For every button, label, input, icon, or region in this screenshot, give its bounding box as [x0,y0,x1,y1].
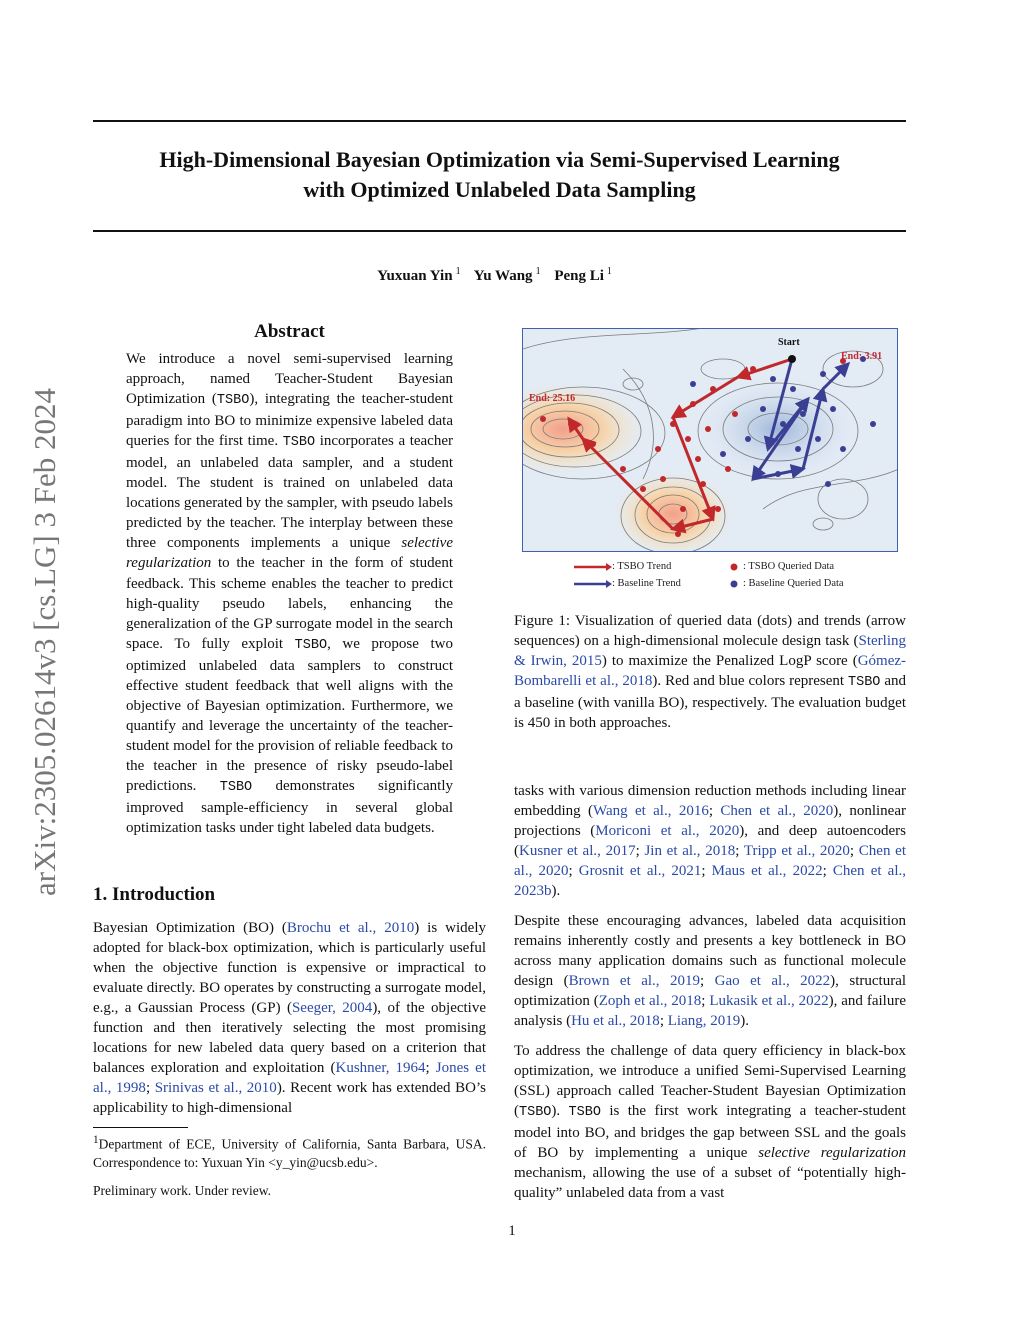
affiliation-mark: 1 [606,266,612,277]
author-name: Yu Wang [473,268,533,284]
footnote: $^1$Department of ECE, University of California, Santa Barbara, USA. Correspondence to: Yuxuan Yin <y_yin@ucsb.edu>. [93,1134,486,1170]
citation-link[interactable]: Seeger, 2004 [291,1000,373,1016]
end-label-tsbo: End: 25.16 [529,393,576,404]
citation-link[interactable]: Jin et al., 2018 [644,843,736,859]
legend-baseline-data: : Baseline Queried Data [743,578,844,589]
footnote-mark: 1 [93,1134,99,1146]
abstract-body: We introduce a novel semi-supervised learning approach, named Teacher-Student Bayesian Optimization (TSBO), integrating the teacher-student paradigm into BO to minimize expensive labeled data queries for the first time. TSBO incorporates a teacher model, an unlabeled data sampler, and a student model. The student is trained on unlabeled data locations generated by the sampler, with pseudo labels predicted by the teacher. The interplay between these three components implements a unique selective regularization to the teacher in the form of student feedback. This scheme enables the teacher to predict high-quality pseudo labels, enhancing the generalization of the GP surrogate model in the search space. To fully exploit TSBO, we propose two optimized unlabeled data samplers to construct effective student feedback that well aligns with the objective of Bayesian optimization. Furthermore, we quantify and leverage the uncertainty of the teacher-student model for the provision of reliable feedback to the teacher in the presence of risky pseudo-label predictions. TSBO demonstrates significantly improved sample-efficiency in several global optimization tasks under tight labeled data budgets. [126,351,453,837]
legend-arrow-icons [572,561,612,591]
paper-title [93,145,906,205]
citation-link[interactable]: Wang et al., 2016 [593,803,709,819]
citation-link[interactable]: Hu et al., 2018 [571,1013,660,1029]
top-rule [93,120,906,122]
citation-link[interactable]: Maus et al., 2022 [711,863,823,879]
citation-link[interactable]: Jones et al., 1998 [93,1060,486,1096]
citation-link[interactable]: Zoph et al., 2018 [598,993,702,1009]
contour-plot-svg [523,329,898,552]
end-label-baseline: End: 3.91 [841,351,883,362]
figure-1-plot [522,328,898,552]
citation-link[interactable]: Srinivas et al., 2010 [154,1080,277,1096]
section-heading-introduction: 1. Introduction [93,884,216,905]
citation-link[interactable]: Liang, 2019 [667,1013,741,1029]
citation-link[interactable]: Tripp et al., 2020 [743,843,850,859]
title-line-2: with Optimized Unlabeled Data Sampling [303,177,696,202]
paragraph-tsbo-intro: To address the challenge of data query efficiency in black-box optimization, we introduce a unified Semi-Supervised Learning (SSL) approach called Teacher-Student Bayesian Optimization (TSBO). TSBO is the first work integrating a teacher-student model into BO, and bridges the gap between SSL and the goals of BO by implementing a unique selective regularization mechanism, allowing the use of a subset of “potentially high-quality” unlabeled data from a vast [514,1043,906,1201]
author-name: Yuxuan Yin [377,268,453,284]
citation-link[interactable]: Moriconi et al., 2020 [595,823,740,839]
author-name: Peng Li [554,268,604,284]
title-bottom-rule [93,230,906,232]
citation-link[interactable]: Sterling & Irwin, 2015 [514,633,906,669]
citation-link[interactable]: Gao et al., 2022 [714,973,831,989]
intro-paragraph: Bayesian Optimization (BO) (Brochu et al., 2010) is widely adopted for black-box optimization, which is particularly useful when the objective function is expensive or impractical to evaluate directly. BO operates by constructing a surrogate model, e.g., a Gaussian Process (GP) (Seeger, 2004), of the objective function and then iteratively selecting the most promising locations for new labeled data query based on a criterion that balances exploration and exploitation (Kushner, 1964; Jones et al., 1998; Srinivas et al., 2010). Recent work has extended BO’s applicability to high-dimensional [93,920,487,1116]
citation-link[interactable]: Chen et al., 2020 [514,843,906,879]
citation-link[interactable]: Kusner et al., 2017 [519,843,636,859]
affiliation-mark: 1 [535,266,541,277]
preliminary-note: Preliminary work. Under review. [93,1183,271,1198]
legend-tsbo-data: : TSBO Queried Data [743,561,835,572]
paragraph-labeled-data-cost: Despite these encouraging advances, labeled data acquisition remains inherently costly and presents a key bottleneck in BO across many application domains such as functional molecule design (Brown et al., 2019; Gao et al., 2022), structural optimization (Zoph et al., 2018; Lukasik et al., 2022), and failure analysis (Hu et al., 2018; Liang, 2019). [514,913,907,1029]
arxiv-watermark: arXiv:2305.02614v3 [cs.LG] 3 Feb 2024 [27,388,62,896]
citation-link[interactable]: Lukasik et al., 2022 [709,993,829,1009]
citation-link[interactable]: Brown et al., 2019 [568,973,700,989]
peak-bottom [613,472,733,552]
legend-dot-icons [729,561,741,589]
right-column-body [514,781,906,1213]
title-line-1: High-Dimensional Bayesian Optimization via Semi-Supervised Learning [159,147,840,172]
citation-link[interactable]: Chen et al., 2023b [514,863,906,899]
citation-link[interactable]: Kushner, 1964 [335,1060,426,1076]
citation-link[interactable]: Gómez-Bombarelli et al., 2018 [514,653,906,689]
citation-link[interactable]: Grosnit et al., 2021 [578,863,702,879]
author-list [93,266,906,285]
start-label: Start [778,337,800,348]
citation-link[interactable]: Chen et al., 2020 [720,803,834,819]
citation-link[interactable]: Brochu et al., 2010 [286,920,415,936]
legend-tsbo-trend: : TSBO Trend [612,561,672,572]
figure-1-caption: Figure 1: Visualization of queried data (dots) and trends (arrow sequences) on a high-dimensional molecule design task (Sterling & Irwin, 2015) to maximize the Penalized LogP score (Gómez-Bombarelli et al., 2018). Red and blue colors represent TSBO and a baseline (with vanilla BO), respectively. The evaluation budget is 450 in both approaches. [514,613,906,731]
affiliation-mark: 1 [455,266,461,277]
page-number: 1 [508,1223,516,1239]
abstract-heading: Abstract [254,321,325,342]
start-point [788,355,796,363]
footnote-rule [93,1127,188,1128]
paragraph-dimension-reduction: tasks with various dimension reduction methods including linear embedding (Wang et al., 2016; Chen et al., 2020), nonlinear projections (Moriconi et al., 2020), and deep autoencoders (Kusner et al., 2017; Jin et al., 2018; Tripp et al., 2020; Chen et al., 2020; Grosnit et al., 2021; Maus et al., 2022; Chen et al., 2023b). [514,783,906,899]
legend-baseline-trend: : Baseline Trend [612,578,681,589]
